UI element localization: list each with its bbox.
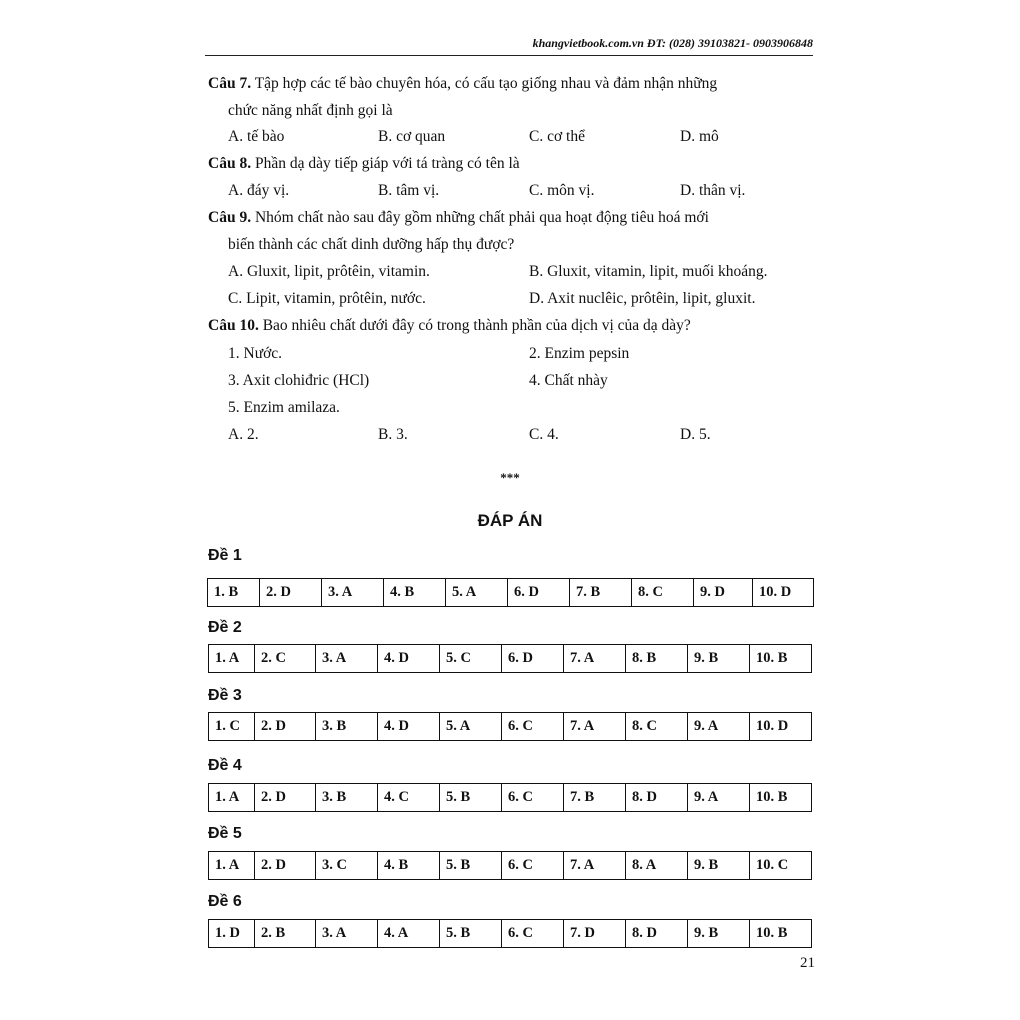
answer-cell: 2. D [255, 784, 316, 812]
answer-cell: 6. C [502, 852, 564, 880]
answer-cell: 3. A [322, 579, 384, 607]
list-item: 5. Enzim amilaza. [228, 399, 340, 416]
section-separator: *** [500, 470, 520, 485]
answer-cell: 9. B [688, 920, 750, 948]
answer-cell: 10. C [750, 852, 812, 880]
answer-cell: 3. A [316, 920, 378, 948]
answer-cell: 5. C [440, 645, 502, 673]
answer-table [208, 712, 812, 741]
answer-cell: 4. B [384, 579, 446, 607]
option-b: B. 3. [378, 426, 408, 443]
answer-cell: 7. B [570, 579, 632, 607]
answer-cell: 3. C [316, 852, 378, 880]
option-b: B. Gluxit, vitamin, lipit, muối khoáng. [529, 263, 768, 280]
option-b: B. tâm vị. [378, 182, 440, 199]
option-a: A. Gluxit, lipit, prôtêin, vitamin. [228, 263, 430, 280]
answer-cell: 7. A [564, 645, 626, 673]
table-row [209, 852, 812, 880]
list-item: 2. Enzim pepsin [529, 345, 630, 362]
option-d: D. mô [680, 128, 719, 145]
answer-cell: 7. B [564, 784, 626, 812]
answer-cell: 8. A [626, 852, 688, 880]
page-number: 21 [800, 955, 815, 971]
answer-cell: 5. A [446, 579, 508, 607]
answer-set-label: Đề 1 [208, 547, 242, 564]
question-number: Câu 7. [208, 75, 252, 92]
question-10-items-row2 [228, 367, 828, 394]
question-10-items-row3 [228, 394, 828, 421]
option-c: C. 4. [529, 426, 559, 443]
answer-cell: 1. A [209, 852, 255, 880]
answer-cell: 10. B [750, 645, 812, 673]
answer-cell: 8. D [626, 784, 688, 812]
question-number: Câu 10. [208, 317, 259, 334]
answer-cell: 10. B [750, 920, 812, 948]
table-row [209, 784, 812, 812]
answer-set-label: Đề 2 [208, 619, 242, 636]
answers-title: ĐÁP ÁN [477, 511, 543, 530]
page-header: khangvietbook.com.vn ĐT: (028) 39103821- 0903906848 [205, 36, 813, 56]
answer-cell: 6. C [502, 920, 564, 948]
question-number: Câu 9. [208, 209, 252, 226]
answer-cell: 9. B [688, 645, 750, 673]
answer-cell: 5. B [440, 852, 502, 880]
answer-table [208, 783, 812, 812]
question-10-options [228, 421, 828, 448]
answer-cell: 3. B [316, 713, 378, 741]
answer-cell: 1. A [209, 645, 255, 673]
answer-cell: 2. D [255, 852, 316, 880]
question-9-options-row1 [228, 258, 828, 285]
answer-cell: 4. B [378, 852, 440, 880]
answer-set-label: Đề 4 [208, 757, 242, 774]
answer-cell: 8. C [626, 713, 688, 741]
answer-cell: 10. B [750, 784, 812, 812]
option-b: B. cơ quan [378, 128, 446, 145]
option-c: C. Lipit, vitamin, prôtêin, nước. [228, 290, 426, 307]
table-row [209, 645, 812, 673]
answer-cell: 2. D [260, 579, 322, 607]
answer-cell: 6. D [502, 645, 564, 673]
question-text-cont: chức năng nhất định gọi là [228, 102, 393, 119]
answer-table [208, 919, 812, 948]
answer-cell: 2. B [255, 920, 316, 948]
answer-cell: 5. B [440, 784, 502, 812]
option-c: C. môn vị. [529, 182, 595, 199]
answer-set-label: Đề 5 [208, 825, 242, 842]
answer-cell: 6. C [502, 784, 564, 812]
question-text: Bao nhiêu chất dưới đây có trong thành phần của dịch vị của dạ dày? [262, 317, 691, 334]
answer-cell: 1. C [209, 713, 255, 741]
question-text: Nhóm chất nào sau đây gồm những chất phải qua hoạt động tiêu hoá mới [254, 209, 709, 226]
answer-cell: 2. C [255, 645, 316, 673]
answer-cell: 9. A [688, 784, 750, 812]
list-item: 3. Axit clohiđric (HCl) [228, 372, 370, 389]
answer-cell: 1. A [209, 784, 255, 812]
answer-cell: 9. A [688, 713, 750, 741]
answer-cell: 5. B [440, 920, 502, 948]
answer-cell: 9. B [688, 852, 750, 880]
answer-cell: 5. A [440, 713, 502, 741]
list-item: 4. Chất nhày [529, 372, 608, 389]
question-number: Câu 8. [208, 155, 252, 172]
answer-cell: 3. B [316, 784, 378, 812]
answer-cell: 10. D [750, 713, 812, 741]
answer-cell: 7. A [564, 852, 626, 880]
answer-table [208, 851, 812, 880]
answer-cell: 4. A [378, 920, 440, 948]
answer-cell: 8. D [626, 920, 688, 948]
question-7 [208, 70, 814, 124]
answer-cell: 7. A [564, 713, 626, 741]
question-7-options [228, 123, 828, 150]
table-row [209, 920, 812, 948]
question-text-cont: biến thành các chất dinh dưỡng hấp thụ được? [228, 236, 515, 253]
list-item: 1. Nước. [228, 345, 283, 362]
question-8-options [228, 177, 828, 204]
answer-cell: 4. D [378, 713, 440, 741]
question-text: Phần dạ dày tiếp giáp với tá tràng có tên là [254, 155, 520, 172]
question-9-options-row2 [228, 285, 828, 312]
answer-set-label: Đề 3 [208, 687, 242, 704]
question-text: Tập hợp các tế bào chuyên hóa, có cấu tạo giống nhau và đảm nhận những [254, 75, 718, 92]
answer-cell: 7. D [564, 920, 626, 948]
answer-cell: 6. D [508, 579, 570, 607]
option-d: D. Axit nuclêic, prôtêin, lipit, gluxit. [529, 290, 756, 307]
answer-cell: 1. D [209, 920, 255, 948]
option-c: C. cơ thể [529, 128, 585, 145]
answer-cell: 8. C [632, 579, 694, 607]
option-a: A. 2. [228, 426, 259, 443]
question-10-items-row1 [228, 340, 828, 367]
answer-table [207, 578, 814, 607]
answer-set-label: Đề 6 [208, 893, 242, 910]
table-row [209, 713, 812, 741]
question-8 [208, 150, 814, 177]
option-d: D. 5. [680, 426, 711, 443]
answer-cell: 4. C [378, 784, 440, 812]
answer-table [208, 644, 812, 673]
option-d: D. thân vị. [680, 182, 746, 199]
table-row [208, 579, 814, 607]
answer-cell: 6. C [502, 713, 564, 741]
option-a: A. tế bào [228, 128, 285, 145]
question-10 [208, 312, 814, 339]
answer-cell: 4. D [378, 645, 440, 673]
option-a: A. đáy vị. [228, 182, 290, 199]
answer-cell: 1. B [208, 579, 260, 607]
answer-cell: 3. A [316, 645, 378, 673]
question-9 [208, 204, 814, 258]
answer-cell: 2. D [255, 713, 316, 741]
answer-cell: 10. D [753, 579, 814, 607]
answer-cell: 8. B [626, 645, 688, 673]
answer-cell: 9. D [694, 579, 753, 607]
